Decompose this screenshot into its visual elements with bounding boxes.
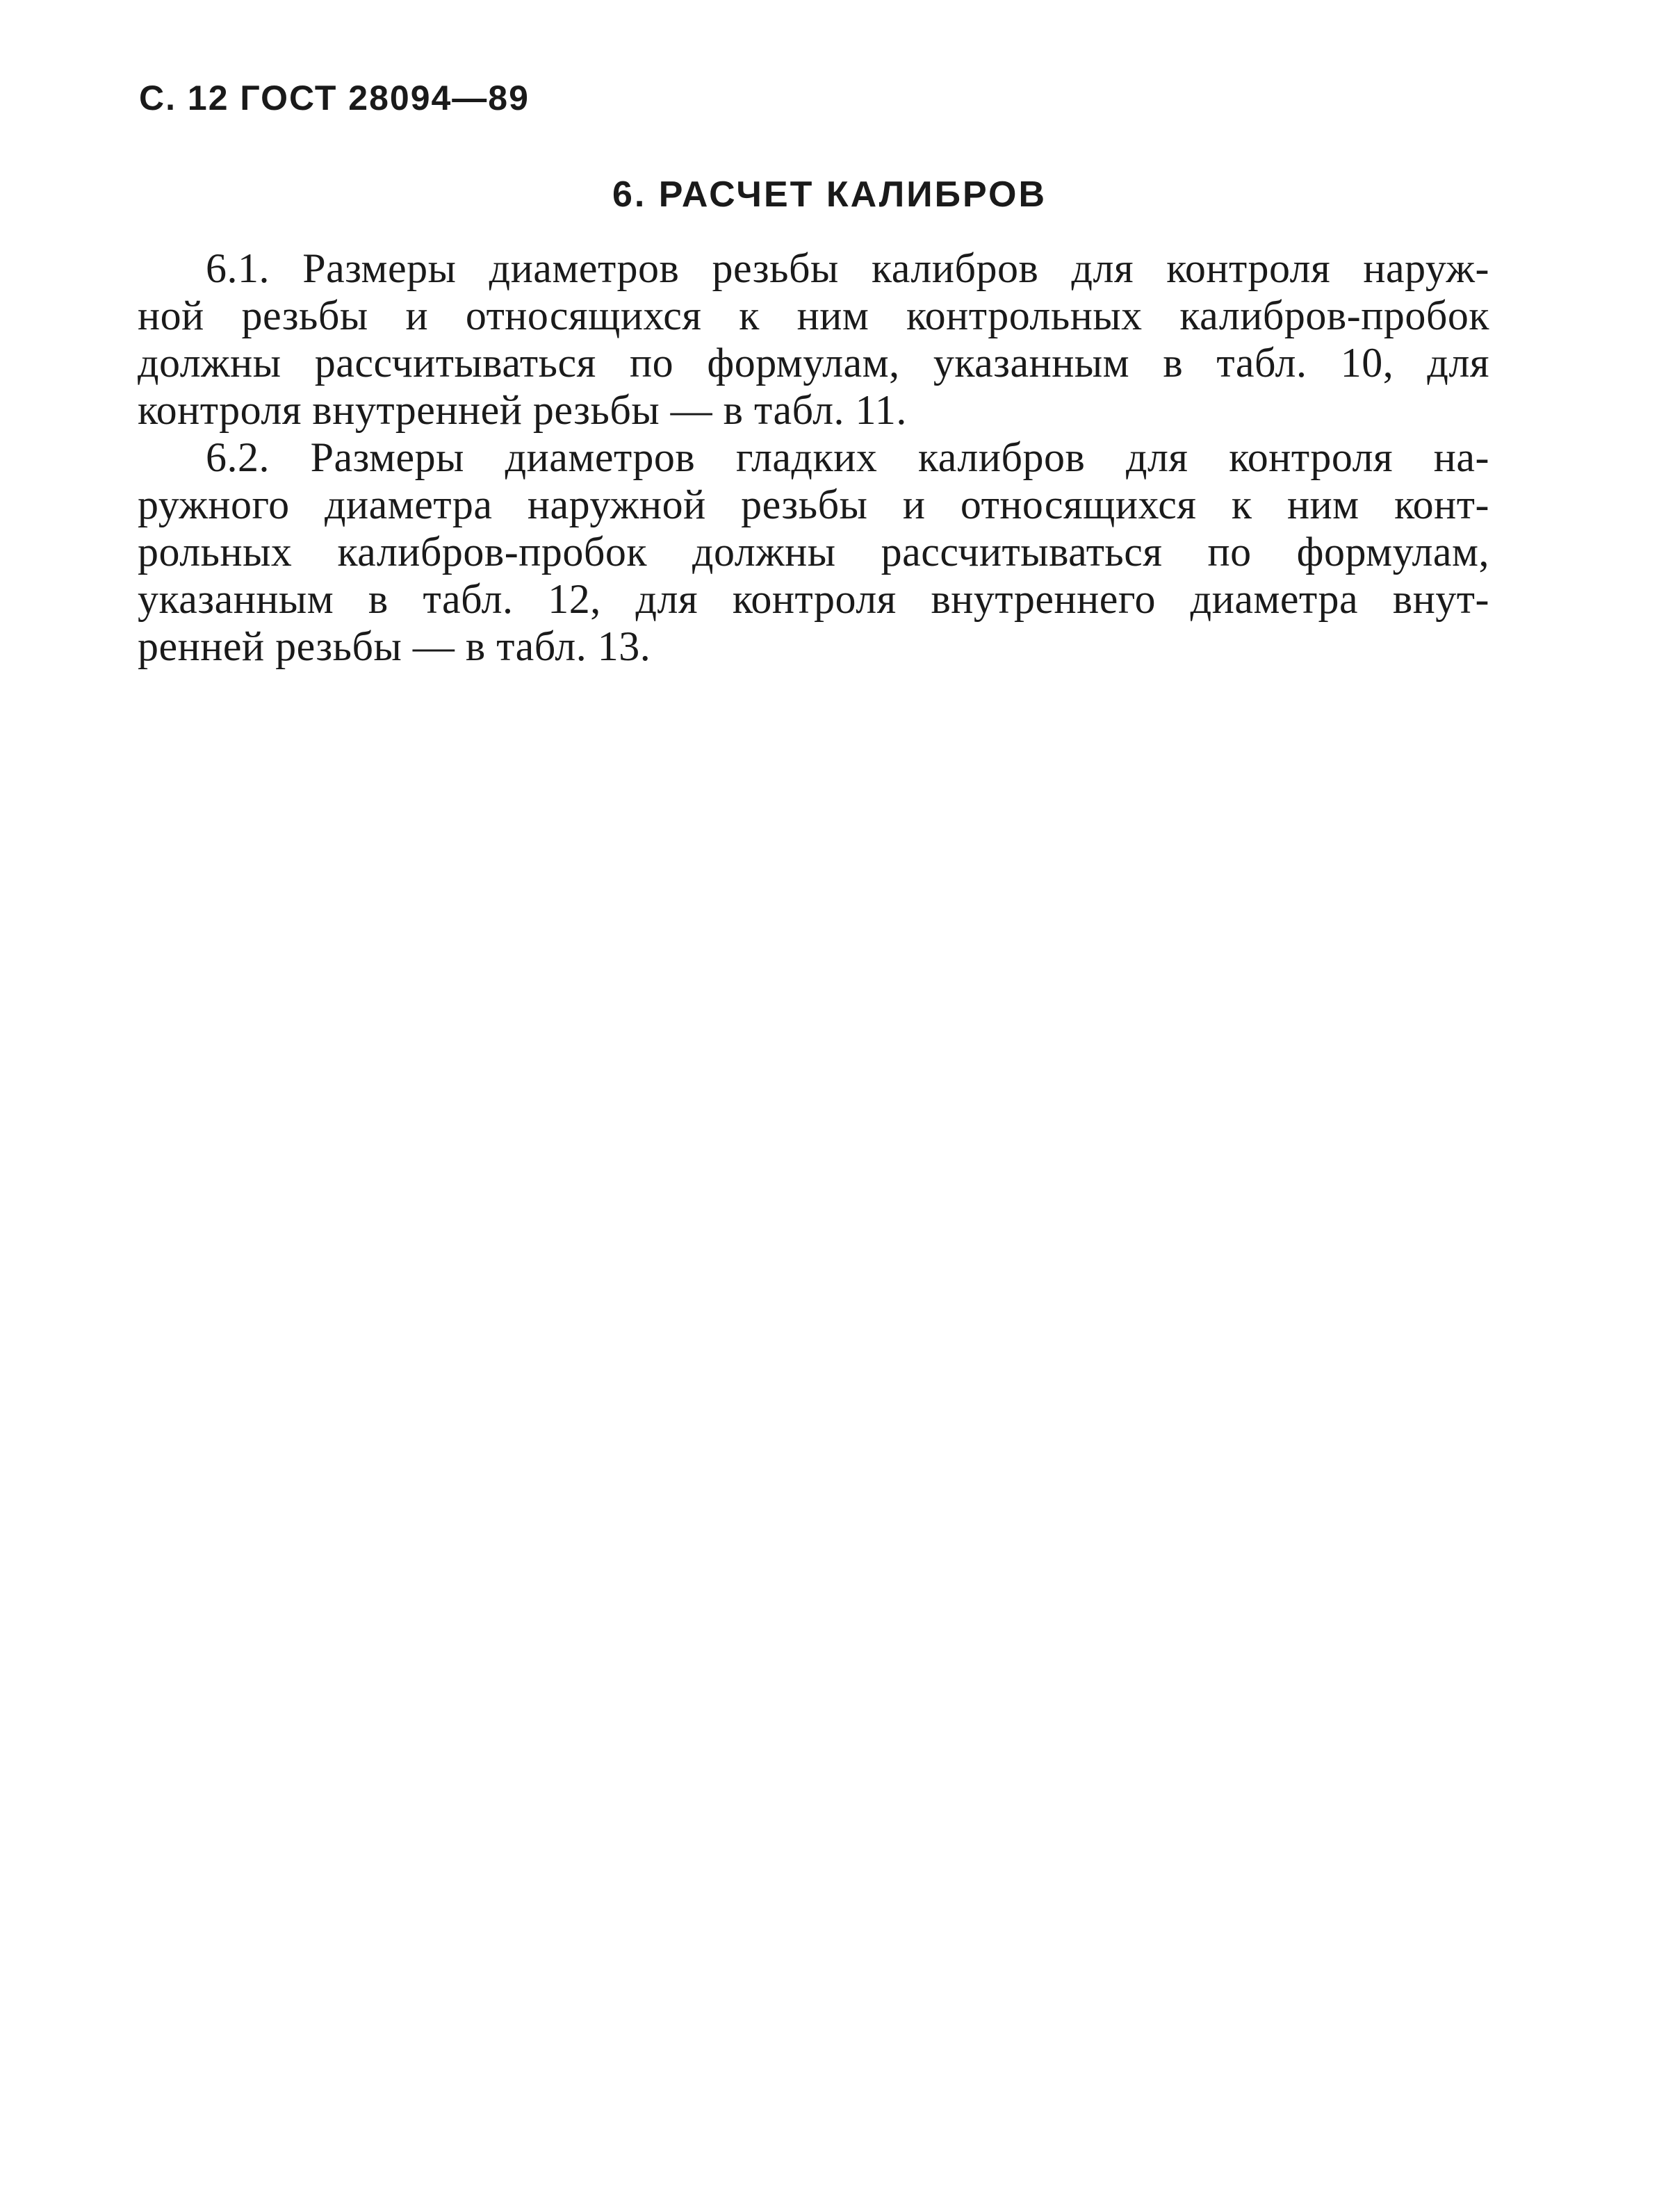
- text-line: должны рассчитываться по формулам, указанным в табл. 10, для: [138, 340, 1489, 386]
- section-title: 6. РАСЧЕТ КАЛИБРОВ: [612, 174, 1047, 215]
- text-line: 6.2. Размеры диаметров гладких калибров для контроля на-: [206, 434, 1489, 480]
- text-line: 6.1. Размеры диаметров резьбы калибров для контроля наруж-: [206, 245, 1489, 291]
- text-line: рольных калибров-пробок должны рассчитываться по формулам,: [138, 529, 1489, 575]
- paragraph-6-2: [138, 434, 1489, 670]
- paragraph-6-1: [138, 245, 1489, 434]
- text-line: контроля внутренней резьбы — в табл. 11.: [138, 387, 907, 433]
- text-line: ружного диаметра наружной резьбы и относящихся к ним конт-: [138, 482, 1489, 527]
- text-line: ренней резьбы — в табл. 13.: [138, 623, 651, 669]
- body-text: [138, 245, 1489, 670]
- text-line: ной резьбы и относящихся к ним контрольных калибров-пробок: [138, 293, 1489, 338]
- running-head: С. 12 ГОСТ 28094—89: [139, 79, 530, 117]
- text-line: указанным в табл. 12, для контроля внутреннего диаметра внут-: [138, 576, 1489, 622]
